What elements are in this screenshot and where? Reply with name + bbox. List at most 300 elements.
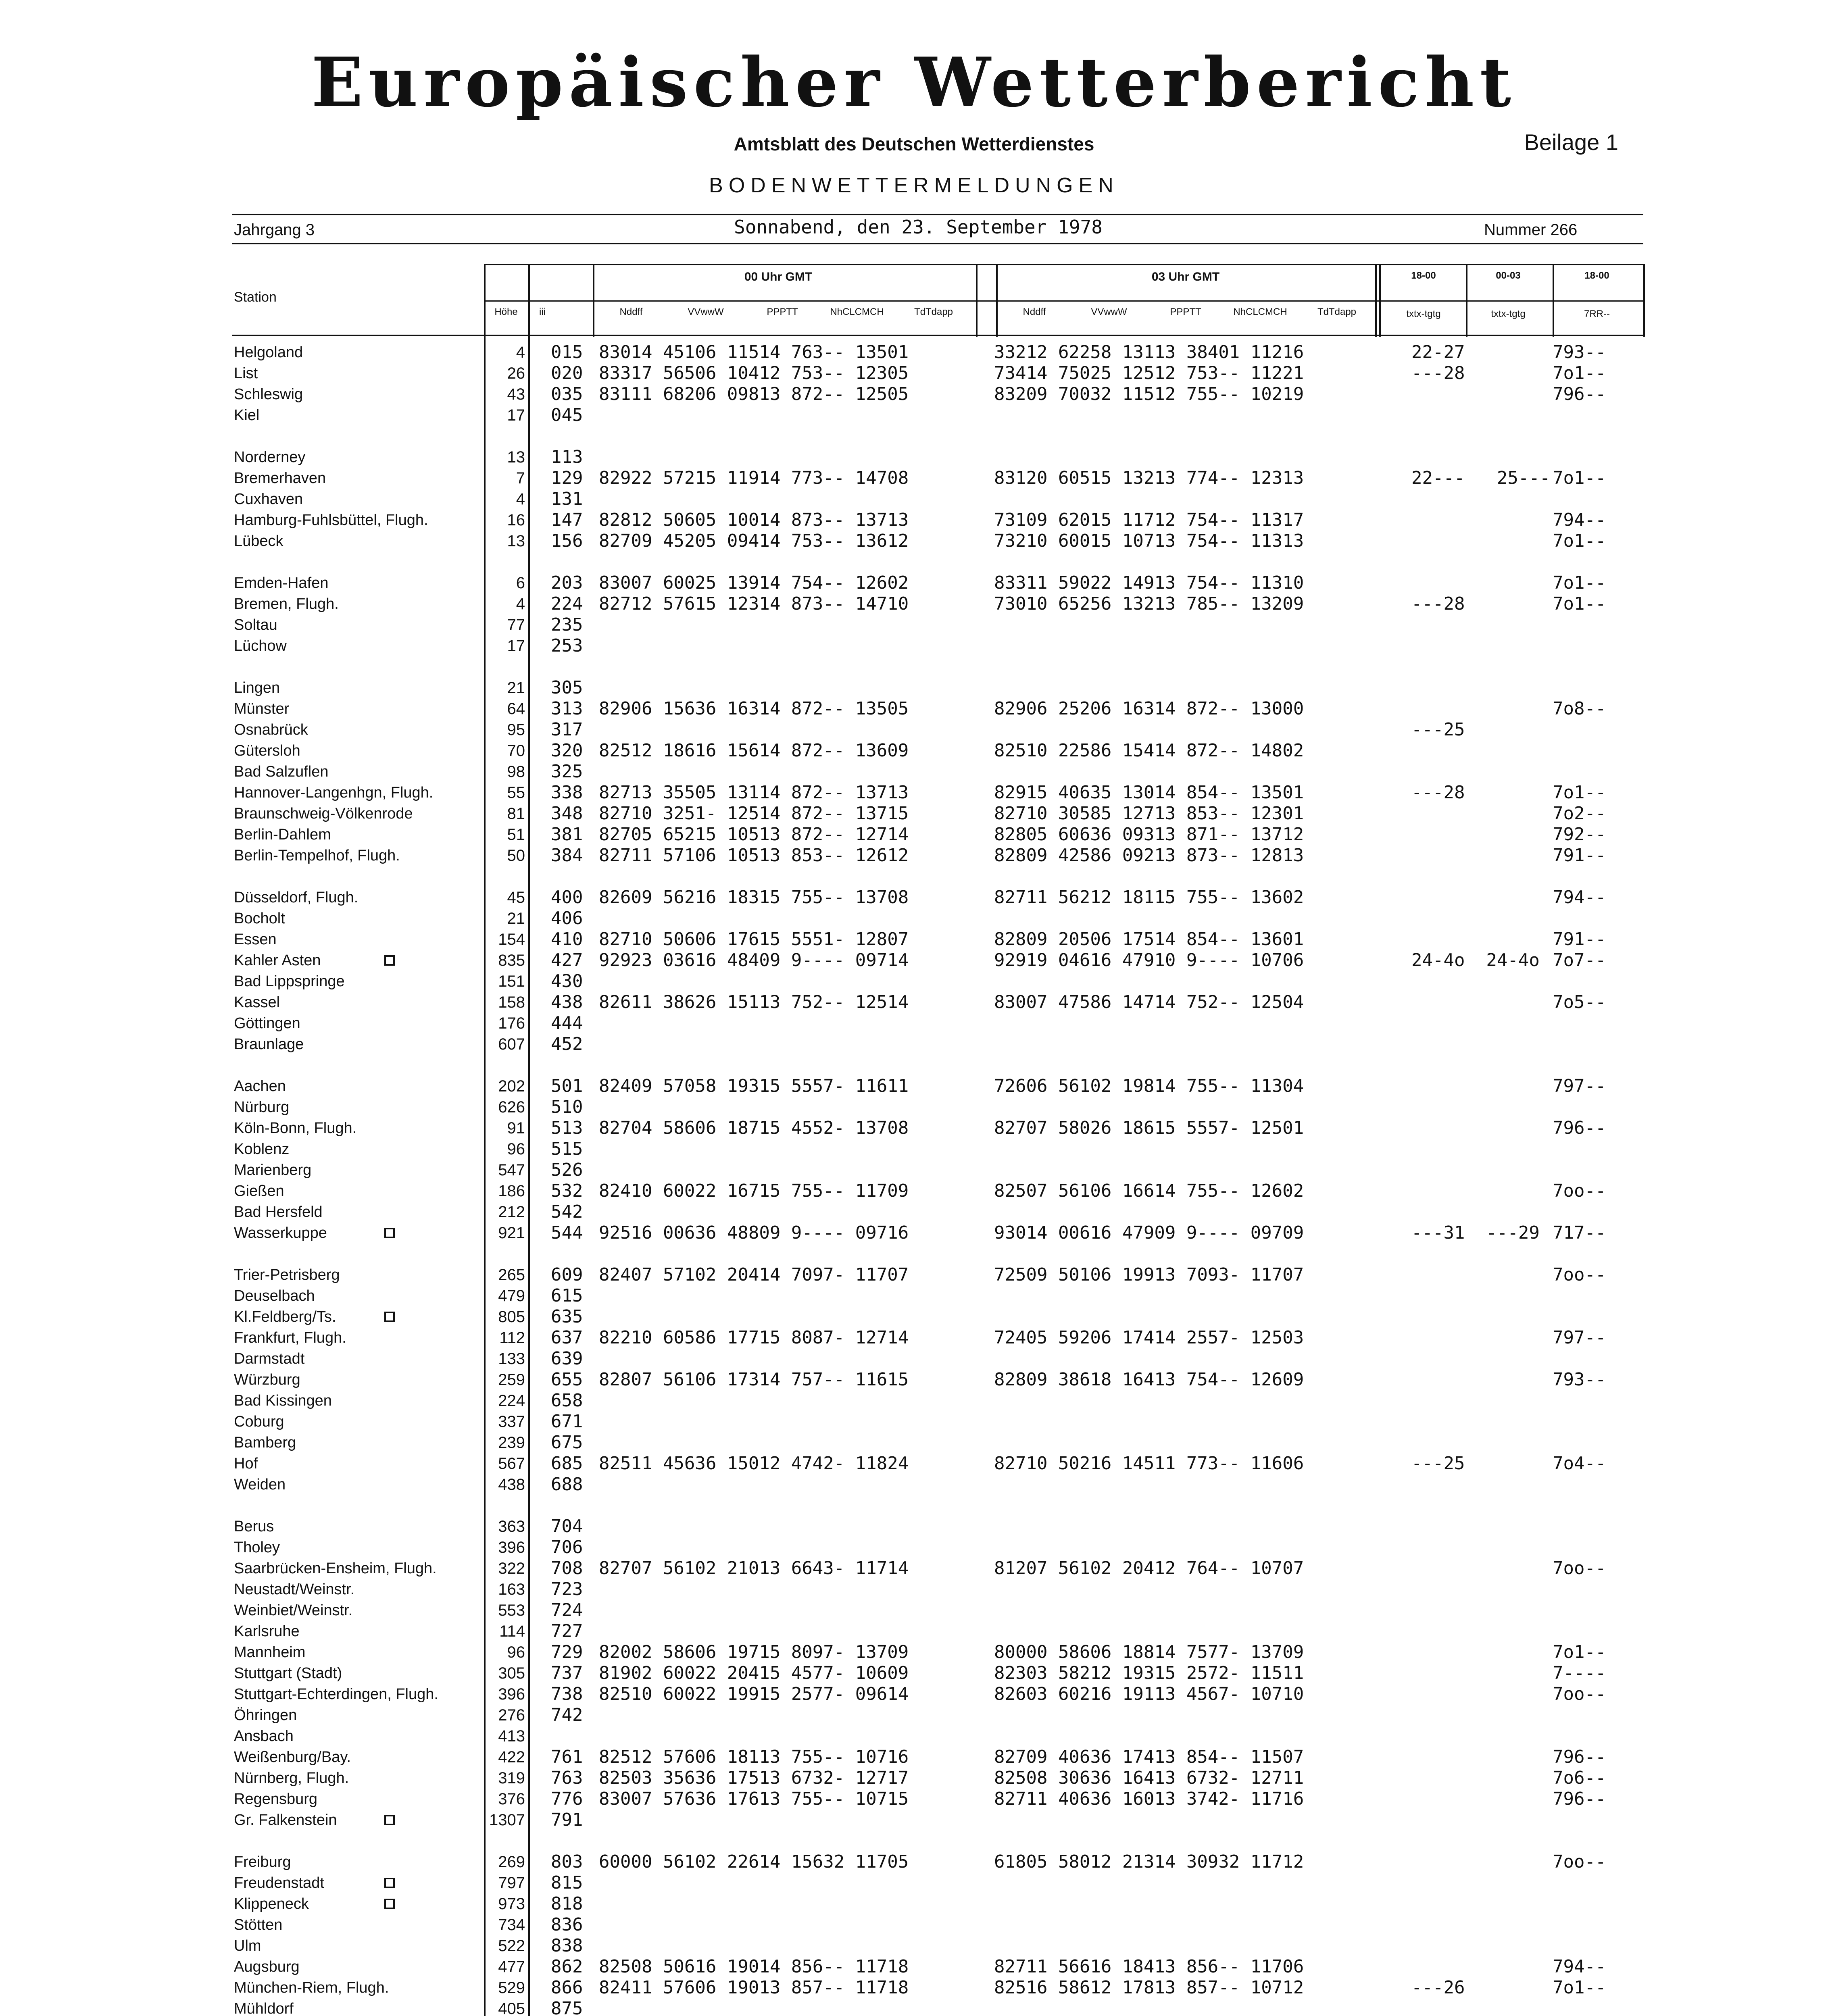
station-number: 320 (551, 740, 583, 761)
station-height: 151 (498, 973, 525, 990)
precip-group: 796-- (1553, 1789, 1606, 1809)
nummer-label: Nummer 266 (1484, 221, 1578, 239)
col-tx-1: txtx-tgtg (1406, 308, 1441, 319)
obs-03-gmt: 73210 60015 10713 754-- 11313 (994, 531, 1304, 551)
station-name: Kahler Asten (234, 952, 321, 969)
obs-00-gmt: 82508 50616 19014 856-- 11718 (599, 1956, 909, 1977)
station-height: 319 (498, 1769, 525, 1787)
station-height: 553 (498, 1602, 525, 1619)
station-height: 4 (516, 490, 525, 508)
beilage-label: Beilage 1 (1524, 129, 1618, 155)
temp-extremes: ---28 (1411, 363, 1465, 383)
precip-group: 7o5-- (1553, 992, 1606, 1012)
station-number: 671 (551, 1411, 583, 1432)
station-number: 729 (551, 1642, 583, 1662)
precip-group: 7o7-- (1553, 950, 1606, 971)
square-icon (384, 1312, 395, 1322)
obs-00-gmt: 82511 45636 15012 4742- 11824 (599, 1453, 909, 1474)
station-number: 203 (551, 573, 583, 593)
col-03-gmt: 03 Uhr GMT (1151, 270, 1220, 283)
table-row (0, 468, 1828, 489)
station-name: Gütersloh (234, 742, 300, 759)
station-height: 21 (507, 910, 525, 927)
station-number: 338 (551, 782, 583, 803)
station-number: 615 (551, 1285, 583, 1306)
station-height: 413 (498, 1727, 525, 1745)
station-name: Weinbiet/Weinstr. (234, 1602, 353, 1619)
table-row (0, 1684, 1828, 1705)
station-height: 322 (498, 1560, 525, 1577)
table-row (0, 1579, 1828, 1600)
table-row (0, 1390, 1828, 1411)
table-row (0, 614, 1828, 635)
obs-03-gmt: 82303 58212 19315 2572- 11511 (994, 1663, 1304, 1683)
obs-03-gmt: 82711 56212 18115 755-- 13602 (994, 887, 1304, 908)
station-height: 17 (507, 406, 525, 424)
station-height: 98 (507, 763, 525, 781)
station-name: Köln-Bonn, Flugh. (234, 1120, 357, 1137)
station-height: 70 (507, 742, 525, 760)
station-height: 396 (498, 1685, 525, 1703)
precip-group: 794-- (1553, 1956, 1606, 1977)
station-name: Tholey (234, 1539, 280, 1556)
temp-extremes: ---25 (1411, 1453, 1465, 1474)
station-name: Darmstadt (234, 1350, 305, 1367)
table-row (0, 782, 1828, 803)
station-height: 973 (498, 1895, 525, 1913)
station-name: Berlin-Tempelhof, Flugh. (234, 847, 400, 864)
table-row (0, 1306, 1828, 1327)
table-row (0, 1789, 1828, 1810)
obs-03-gmt: 72606 56102 19814 755-- 11304 (994, 1076, 1304, 1096)
station-number: 532 (551, 1181, 583, 1201)
obs-03-gmt: 83007 47586 14714 752-- 12504 (994, 992, 1304, 1012)
station-name: Saarbrücken-Ensheim, Flugh. (234, 1560, 437, 1577)
precip-group: 793-- (1553, 1369, 1606, 1390)
table-row (0, 384, 1828, 405)
table-row (0, 677, 1828, 698)
col-nddff-00: Nddff (619, 306, 643, 317)
station-height: 805 (498, 1308, 525, 1326)
station-number: 609 (551, 1264, 583, 1285)
station-name: Nürburg (234, 1099, 290, 1116)
station-number: 688 (551, 1474, 583, 1495)
table-row (0, 971, 1828, 992)
station-height: 259 (498, 1371, 525, 1389)
precip-group: 717-- (1553, 1223, 1606, 1243)
station-number: 655 (551, 1369, 583, 1390)
station-number: 501 (551, 1076, 583, 1096)
station-height: 405 (498, 2000, 525, 2016)
station-number: 776 (551, 1789, 583, 1809)
page-title: Europäischer Wetterbericht (311, 42, 1517, 122)
obs-03-gmt: 83311 59022 14913 754-- 11310 (994, 573, 1304, 593)
precip-group: 7o1-- (1553, 594, 1606, 614)
obs-00-gmt: 82609 56216 18315 755-- 13708 (599, 887, 909, 908)
table-row (0, 489, 1828, 510)
obs-03-gmt: 82710 50216 14511 773-- 11606 (994, 1453, 1304, 1474)
station-name: Bad Kissingen (234, 1392, 332, 1409)
station-name: Coburg (234, 1413, 284, 1430)
station-number: 348 (551, 803, 583, 824)
square-icon (384, 1899, 395, 1909)
table-row (0, 1327, 1828, 1348)
table-row (0, 1872, 1828, 1893)
obs-03-gmt: 83120 60515 13213 774-- 12313 (994, 468, 1304, 488)
table-row (0, 1034, 1828, 1055)
obs-03-gmt: 72405 59206 17414 2557- 12503 (994, 1327, 1304, 1348)
table-row (0, 1097, 1828, 1118)
obs-03-gmt: 82809 38618 16413 754-- 12609 (994, 1369, 1304, 1390)
station-number: 020 (551, 363, 583, 383)
table-row (0, 1621, 1828, 1642)
station-name: Gr. Falkenstein (234, 1812, 337, 1829)
obs-00-gmt: 82512 57606 18113 755-- 10716 (599, 1747, 909, 1767)
station-name: Braunlage (234, 1036, 304, 1053)
square-icon (384, 1228, 395, 1238)
table-row (0, 992, 1828, 1013)
station-height: 91 (507, 1119, 525, 1137)
col-pppt-00: PPPTT (767, 306, 798, 317)
station-number: 452 (551, 1034, 583, 1054)
station-name: Augsburg (234, 1958, 300, 1975)
station-number: 704 (551, 1516, 583, 1537)
station-number: 235 (551, 614, 583, 635)
col-station: Station (234, 289, 277, 305)
table-row (0, 1914, 1828, 1935)
obs-00-gmt: 83111 68206 09813 872-- 12505 (599, 384, 909, 404)
station-height: 45 (507, 889, 525, 906)
col-period-3: 18-00 (1584, 270, 1609, 281)
station-name: Deuselbach (234, 1287, 315, 1304)
station-number: 035 (551, 384, 583, 404)
station-name: Stötten (234, 1916, 283, 1933)
station-number: 675 (551, 1432, 583, 1453)
station-name: Norderney (234, 449, 306, 466)
col-pppt-03: PPPTT (1170, 306, 1201, 317)
table-row (0, 1076, 1828, 1097)
temp-extremes: ---28 (1411, 782, 1465, 803)
obs-00-gmt: 92923 03616 48409 9---- 09714 (599, 950, 909, 971)
col-iii: iii (539, 306, 546, 317)
station-height: 396 (498, 1539, 525, 1556)
station-height: 21 (507, 679, 525, 697)
station-name: Bamberg (234, 1434, 296, 1451)
obs-03-gmt: 82707 58026 18615 5557- 12501 (994, 1118, 1304, 1138)
station-number: 515 (551, 1139, 583, 1159)
obs-00-gmt: 82407 57102 20414 7097- 11707 (599, 1264, 909, 1285)
station-name: Aachen (234, 1078, 286, 1095)
precip-group: 793-- (1553, 342, 1606, 362)
table-row (0, 698, 1828, 719)
precip-group: 7oo-- (1553, 1264, 1606, 1285)
station-name: Lübeck (234, 533, 283, 550)
station-number: 742 (551, 1705, 583, 1725)
station-name: Kassel (234, 994, 280, 1011)
table-row (0, 824, 1828, 845)
station-height: 265 (498, 1266, 525, 1284)
station-number: 635 (551, 1306, 583, 1327)
station-name: Freiburg (234, 1854, 291, 1870)
station-height: 26 (507, 364, 525, 382)
table-row (0, 510, 1828, 531)
station-name: Nürnberg, Flugh. (234, 1770, 349, 1787)
station-number: 708 (551, 1558, 583, 1579)
station-name: Göttingen (234, 1015, 300, 1032)
obs-03-gmt: 92919 04616 47910 9---- 10706 (994, 950, 1304, 971)
station-name: Neustadt/Weinstr. (234, 1581, 355, 1598)
table-row (0, 1537, 1828, 1558)
station-height: 154 (498, 931, 525, 948)
obs-03-gmt: 82809 42586 09213 873-- 12813 (994, 845, 1304, 866)
obs-03-gmt: 61805 58012 21314 30932 11712 (994, 1851, 1304, 1872)
station-name: Karlsruhe (234, 1623, 300, 1640)
station-name: München-Riem, Flugh. (234, 1979, 389, 1996)
station-height: 567 (498, 1455, 525, 1472)
station-height: 522 (498, 1937, 525, 1955)
precip-group: 7o2-- (1553, 803, 1606, 824)
station-name: Lüchow (234, 637, 287, 654)
obs-03-gmt: 82507 56106 16614 755-- 12602 (994, 1181, 1304, 1201)
station-number: 637 (551, 1327, 583, 1348)
temp-extremes: ---26 (1411, 1977, 1465, 1998)
station-number: 513 (551, 1118, 583, 1138)
station-number: 381 (551, 824, 583, 845)
obs-03-gmt: 82510 22586 15414 872-- 14802 (994, 740, 1304, 761)
station-name: Wasserkuppe (234, 1225, 327, 1241)
station-number: 866 (551, 1977, 583, 1998)
station-height: 64 (507, 700, 525, 718)
station-number: 325 (551, 761, 583, 782)
col-00-gmt: 00 Uhr GMT (744, 270, 813, 283)
obs-00-gmt: 82712 57615 12314 873-- 14710 (599, 594, 909, 614)
obs-00-gmt: 81902 60022 20415 4577- 10609 (599, 1663, 909, 1683)
station-number: 410 (551, 929, 583, 950)
temp-extremes: ---25 (1411, 719, 1465, 740)
station-height: 16 (507, 511, 525, 529)
temp-extremes: 24-4o 24-4o (1411, 950, 1540, 971)
station-number: 658 (551, 1390, 583, 1411)
obs-00-gmt: 60000 56102 22614 15632 11705 (599, 1851, 909, 1872)
precip-group: 7o4-- (1553, 1453, 1606, 1474)
station-height: 269 (498, 1853, 525, 1871)
obs-03-gmt: 82710 30585 12713 853-- 12301 (994, 803, 1304, 824)
station-name: Gießen (234, 1183, 284, 1200)
station-name: Hamburg-Fuhlsbüttel, Flugh. (234, 512, 428, 529)
table-row (0, 1747, 1828, 1768)
station-height: 337 (498, 1413, 525, 1431)
obs-00-gmt: 82704 58606 18715 4552- 13708 (599, 1118, 909, 1138)
square-icon (384, 1815, 395, 1825)
station-height: 734 (498, 1916, 525, 1934)
obs-03-gmt: 82711 40636 16013 3742- 11716 (994, 1789, 1304, 1809)
col-hoehe: Höhe (494, 306, 518, 317)
section-title: BODENWETTERMELDUNGEN (709, 174, 1119, 197)
station-name: Berus (234, 1518, 274, 1535)
precip-group: 7o1-- (1553, 363, 1606, 383)
station-height: 376 (498, 1790, 525, 1808)
table-row (0, 761, 1828, 782)
station-name: Hof (234, 1455, 258, 1472)
obs-00-gmt: 82503 35636 17513 6732- 12717 (599, 1768, 909, 1788)
table-row (0, 803, 1828, 824)
obs-00-gmt: 82812 50605 10014 873-- 13713 (599, 510, 909, 530)
col-nccc-00: NhCLCMCH (830, 306, 884, 317)
table-row (0, 845, 1828, 866)
precip-group: 7oo-- (1553, 1558, 1606, 1579)
table-row (0, 1348, 1828, 1369)
station-height: 1307 (489, 1811, 525, 1829)
obs-03-gmt: 82508 30636 16413 6732- 12711 (994, 1768, 1304, 1788)
station-name: Weiden (234, 1476, 286, 1493)
station-number: 803 (551, 1851, 583, 1872)
obs-00-gmt: 92516 00636 48809 9---- 09716 (599, 1223, 909, 1243)
obs-00-gmt: 82410 60022 16715 755-- 11709 (599, 1181, 909, 1201)
obs-00-gmt: 82807 56106 17314 757-- 11615 (599, 1369, 909, 1390)
precip-group: 796-- (1553, 384, 1606, 404)
station-name: Freudenstadt (234, 1874, 324, 1891)
station-height: 7 (516, 469, 525, 487)
col-period-2: 00-03 (1496, 270, 1521, 281)
station-height: 81 (507, 805, 525, 823)
obs-00-gmt: 82611 38626 15113 752-- 12514 (599, 992, 909, 1012)
precip-group: 7---- (1553, 1663, 1606, 1683)
station-number: 818 (551, 1893, 583, 1914)
obs-00-gmt: 82710 3251- 12514 872-- 13715 (599, 803, 909, 824)
station-number: 838 (551, 1935, 583, 1956)
station-number: 685 (551, 1453, 583, 1474)
table-row (0, 635, 1828, 656)
obs-03-gmt: 82516 58612 17813 857-- 10712 (994, 1977, 1304, 1998)
table-row (0, 1998, 1828, 2016)
temp-extremes: ---31 ---29 (1411, 1223, 1540, 1243)
station-number: 313 (551, 698, 583, 719)
table-row (0, 1726, 1828, 1747)
obs-03-gmt: 82805 60636 09313 871-- 13712 (994, 824, 1304, 845)
table-row (0, 1705, 1828, 1726)
station-height: 363 (498, 1518, 525, 1535)
station-number: 015 (551, 342, 583, 362)
col-tdapp-03: TdTdapp (1317, 306, 1357, 317)
table-row (0, 1851, 1828, 1872)
station-height: 305 (498, 1664, 525, 1682)
obs-03-gmt: 72509 50106 19913 7093- 11707 (994, 1264, 1304, 1285)
station-number: 544 (551, 1223, 583, 1243)
date-label: Sonnabend, den 23. September 1978 (734, 216, 1103, 238)
station-name: Kl.Feldberg/Ts. (234, 1308, 336, 1325)
obs-00-gmt: 82210 60586 17715 8087- 12714 (599, 1327, 909, 1348)
station-height: 176 (498, 1014, 525, 1032)
station-number: 129 (551, 468, 583, 488)
station-name: Essen (234, 931, 277, 948)
station-name: Schleswig (234, 386, 303, 403)
obs-00-gmt: 82906 15636 16314 872-- 13505 (599, 698, 909, 719)
obs-00-gmt: 82409 57058 19315 5557- 11611 (599, 1076, 909, 1096)
station-height: 547 (498, 1161, 525, 1179)
col-vvwww-03: VVwwW (1091, 306, 1127, 317)
station-height: 276 (498, 1706, 525, 1724)
station-number: 875 (551, 1998, 583, 2016)
table-row (0, 1956, 1828, 1977)
square-icon (384, 955, 395, 966)
table-row (0, 1663, 1828, 1684)
station-name: List (234, 365, 258, 382)
station-height: 607 (498, 1035, 525, 1053)
station-number: 761 (551, 1747, 583, 1767)
table-row (0, 1223, 1828, 1243)
station-height: 112 (499, 1329, 525, 1347)
table-row (0, 1202, 1828, 1223)
table-row (0, 1600, 1828, 1621)
obs-03-gmt: 81207 56102 20412 764-- 10707 (994, 1558, 1304, 1579)
station-number: 384 (551, 845, 583, 866)
table-row (0, 531, 1828, 552)
station-height: 224 (498, 1392, 525, 1410)
col-rr: 7RR-- (1584, 308, 1610, 319)
station-number: 763 (551, 1768, 583, 1788)
table-row (0, 719, 1828, 740)
table-row (0, 1453, 1828, 1474)
obs-00-gmt: 82713 35505 13114 872-- 13713 (599, 782, 909, 803)
square-icon (384, 1878, 395, 1888)
jahrgang-label: Jahrgang 3 (234, 221, 315, 239)
station-name: Mannheim (234, 1644, 306, 1661)
station-height: 114 (499, 1622, 525, 1640)
station-name: Regensburg (234, 1791, 318, 1808)
station-name: Düsseldorf, Flugh. (234, 889, 359, 906)
station-height: 96 (507, 1643, 525, 1661)
precip-group: 7o1-- (1553, 468, 1606, 488)
table-row (0, 342, 1828, 363)
table-row (0, 908, 1828, 929)
table-row (0, 1474, 1828, 1495)
precip-group: 7o1-- (1553, 573, 1606, 593)
station-number: 727 (551, 1621, 583, 1641)
obs-00-gmt: 83317 56506 10412 753-- 12305 (599, 363, 909, 383)
station-name: Frankfurt, Flugh. (234, 1329, 346, 1346)
table-row (0, 1160, 1828, 1181)
table-row (0, 1369, 1828, 1390)
station-height: 4 (516, 344, 525, 361)
station-number: 706 (551, 1537, 583, 1558)
station-height: 158 (498, 993, 525, 1011)
table-row (0, 363, 1828, 384)
station-number: 738 (551, 1684, 583, 1704)
station-name: Bremerhaven (234, 470, 326, 487)
temp-extremes: 22-27 (1411, 342, 1465, 362)
station-name: Mühldorf (234, 2000, 294, 2016)
table-row (0, 1810, 1828, 1831)
station-height: 96 (507, 1140, 525, 1158)
table-row (0, 929, 1828, 950)
station-name: Stuttgart-Echterdingen, Flugh. (234, 1686, 438, 1703)
station-name: Bremen, Flugh. (234, 596, 339, 612)
station-height: 4 (516, 595, 525, 613)
table-row (0, 1181, 1828, 1202)
station-name: Soltau (234, 616, 277, 633)
precip-group: 792-- (1553, 824, 1606, 845)
station-name: Braunschweig-Völkenrode (234, 805, 413, 822)
obs-03-gmt: 83209 70032 11512 755-- 10219 (994, 384, 1304, 404)
station-height: 133 (498, 1350, 525, 1368)
station-number: 045 (551, 405, 583, 425)
station-name: Öhringen (234, 1707, 297, 1724)
obs-00-gmt: 82510 60022 19915 2577- 09614 (599, 1684, 909, 1704)
obs-03-gmt: 73414 75025 12512 753-- 11221 (994, 363, 1304, 383)
station-name: Klippeneck (234, 1895, 309, 1912)
obs-00-gmt: 82709 45205 09414 753-- 13612 (599, 531, 909, 551)
station-number: 427 (551, 950, 583, 971)
